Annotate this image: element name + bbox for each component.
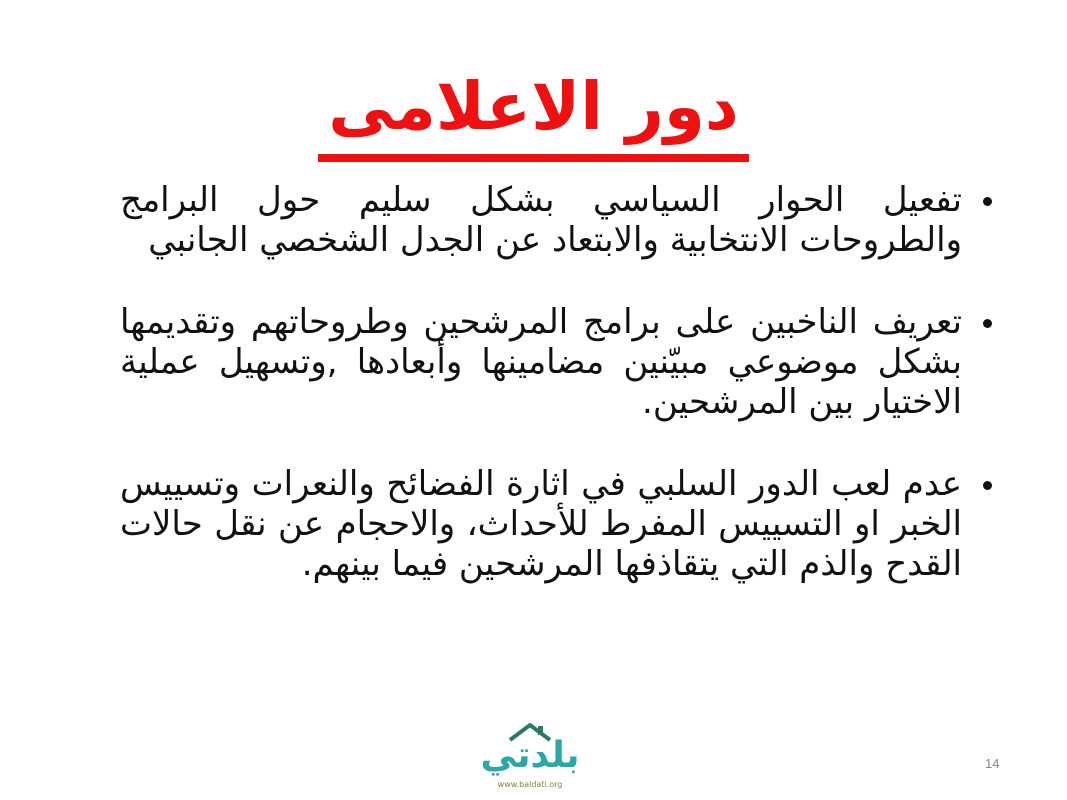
bullet-list xyxy=(120,180,992,680)
baldati-logo xyxy=(470,718,590,798)
bullet-text: تفعيل الحوار السياسي بشكل سليم حول البرامج والطروحات الانتخابية والابتعاد عن الجدل الشخصي الجانبي xyxy=(120,180,962,260)
bullet-dot-icon xyxy=(983,197,992,206)
bullet-text: تعريف الناخبين على برامج المرشحين وطروحاتهم وتقديمها بشكل موضوعي مبيّنين مضامينها وأبعادها ,وتسهيل عملية الاختيار بين المرشحين. xyxy=(120,302,962,422)
bullet-dot-icon xyxy=(983,481,992,490)
slide-title: دور الاعلامى xyxy=(318,62,748,162)
bullet-text: عدم لعب الدور السلبي في اثارة الفضائح والنعرات وتسييس الخبر او التسييس المفرط للأحداث، والاحجام عن نقل حالات القدح والذم التي يتقاذفها المرشحين فيما بينهم. xyxy=(120,464,962,584)
bullet-item xyxy=(120,302,992,422)
logo-text: بلدتي xyxy=(480,735,580,776)
title-container xyxy=(0,62,1067,162)
logo-url: www.baldati.org xyxy=(497,780,563,789)
bullet-item xyxy=(120,180,992,260)
page-number: 14 xyxy=(985,756,1000,771)
bullet-dot-icon xyxy=(983,319,992,328)
bullet-item xyxy=(120,464,992,584)
